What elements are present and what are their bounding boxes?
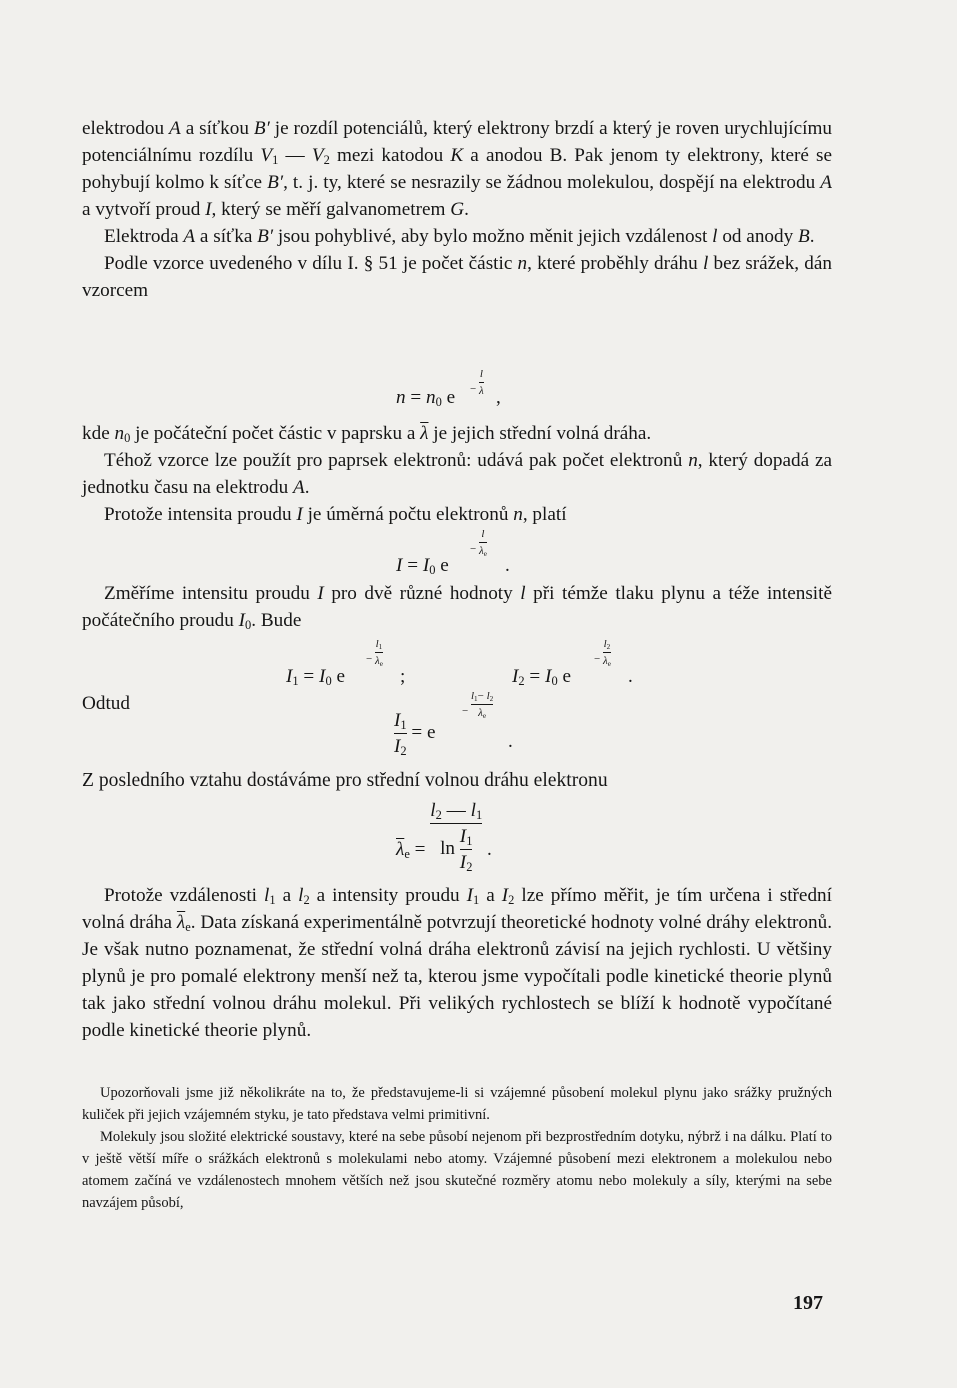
equation-4: $\frac{I_1}{I_2}$ = e xyxy=(394,710,436,759)
equation-4-exponent: − $\frac{l_1- l_2}{\lambda_e}$ xyxy=(462,690,494,720)
paragraph-8: Z posledního vztahu dostáváme pro střední volnou dráhu elektronu xyxy=(82,770,608,791)
equation-3-separator: ; xyxy=(400,666,406,687)
body-text-p7 xyxy=(82,580,832,634)
paragraph-6: Protože intensita proudu I je úměrná počtu elektronů n, platí xyxy=(104,504,567,525)
paragraph-1: elektrodou A a síťkou B′ je rozdíl potenciálů, který elektrony brzdí a který je roven urychlujícímu potenciálnímu rozdílu $V_1$ — $V_2$ mezi katodou K a anodou B. Pak jenom ty elektrony, které se pohybují kolmo k síťce B′, t. j. ty, které se nesrazily se žádnou molekulou, dospějí na elektrodu A a vytvoří proud I, který se měří galvanometrem G. xyxy=(82,118,833,220)
equation-3a-exponent: − $\frac{l_1}{\lambda_e}$ xyxy=(366,638,383,668)
body-text-mid xyxy=(82,420,832,528)
paragraph-9: Protože vzdálenosti $l_1$ a $l_2$ a intensity proudu $I_1$ a $I_2$ lze přímo měřit, je tím určena i střední volná dráha $\overline{\lambda}_e$. Data získaná experimentálně potvrzují theoretické hodnoty volné dráhy elektronů. Je však nutno poznamenat, že střední volná dráha elektronů závisí na jejich rychlosti. U většiny plynů je pro pomalé elektrony menší než ta, kterou jsme vypočítali podle kinetické theorie plynů tak jako střední volnou dráhu molekul. Při velikých rychlostech se blíží k hodnotě vypočítané podle kinetické theorie plynů. xyxy=(82,885,832,1041)
equation-2-exponent: − $\frac{l}{\lambda_e}$ xyxy=(470,528,487,558)
equation-4-period: . xyxy=(508,731,513,752)
equation-1-comma: , xyxy=(496,387,501,408)
equation-3b: $I_2 = I_0$ e xyxy=(512,666,571,689)
page-number: 197 xyxy=(793,1292,823,1314)
paragraph-7: Změříme intensitu proudu I pro dvě různé hodnoty l při témže tlaku plynu a téže intensitě počátečního proudu $I_0$. Bude xyxy=(82,583,832,633)
equation-3b-exponent: − $\frac{l_2}{\lambda_e}$ xyxy=(594,638,611,668)
equation-2: $I = I_0$ e xyxy=(396,555,449,578)
paragraph-3: Podle vzorce uvedeného v dílu I. § 51 je počet částic n, které proběhly dráhu l bez srážek, dán vzorcem xyxy=(82,253,832,301)
small-paragraph-2: Molekuly jsou složité elektrické soustavy, které na sebe působí nejenom při bezprostředním dotyku, nýbrž i na dálku. Platí to v ještě větší míře o srážkách elektronů s molekulami nebo atomy. Vzájemné působení mezi elektronem a molekulou nebo atomem začíná ve vzdálenostech mnohem větších než jsou skutečné rozměry atomu nebo molekuly a síly, kterými na sebe navzájem působí, xyxy=(82,1129,832,1211)
equation-2-period: . xyxy=(505,555,510,576)
equation-1-exponent: − $\frac{l}{\lambda}$ xyxy=(470,368,484,398)
paragraph-2: Elektroda A a síťka B′ jsou pohyblivé, aby bylo možno měnit jejich vzdálenost l od anody B. xyxy=(104,226,815,247)
equation-3a: $I_1 = I_0$ e xyxy=(286,666,345,689)
body-text-p9 xyxy=(82,882,832,1044)
equation-3-period: . xyxy=(628,666,633,687)
body-text-top xyxy=(82,115,832,304)
equation-5: $\overline{\lambda}_e$ = $l_2$ — $l_1$ ln $\frac{I_1}{I_2}$ . xyxy=(396,800,492,875)
equation-1: $n = n_0$ e xyxy=(396,387,456,410)
small-print xyxy=(82,1082,832,1214)
odtud-label: Odtud xyxy=(82,693,130,714)
paragraph-4: kde $n_0$ je počáteční počet částic v paprsku a $\overline{\lambda}$ je jejich střední volná dráha. xyxy=(82,423,652,446)
small-paragraph-1: Upozorňovali jsme již několikráte na to, že představujeme-li si vzájemné působení molekul plynu jako srážky pružných kuliček při jejich vzájemném styku, je tato představa velmi primitivní. xyxy=(82,1085,832,1123)
body-text-p8 xyxy=(82,767,832,794)
paragraph-5: Téhož vzorce lze použít pro paprsek elektronů: udává pak počet elektronů n, který dopadá za jednotku času na elektrodu A. xyxy=(82,450,832,498)
